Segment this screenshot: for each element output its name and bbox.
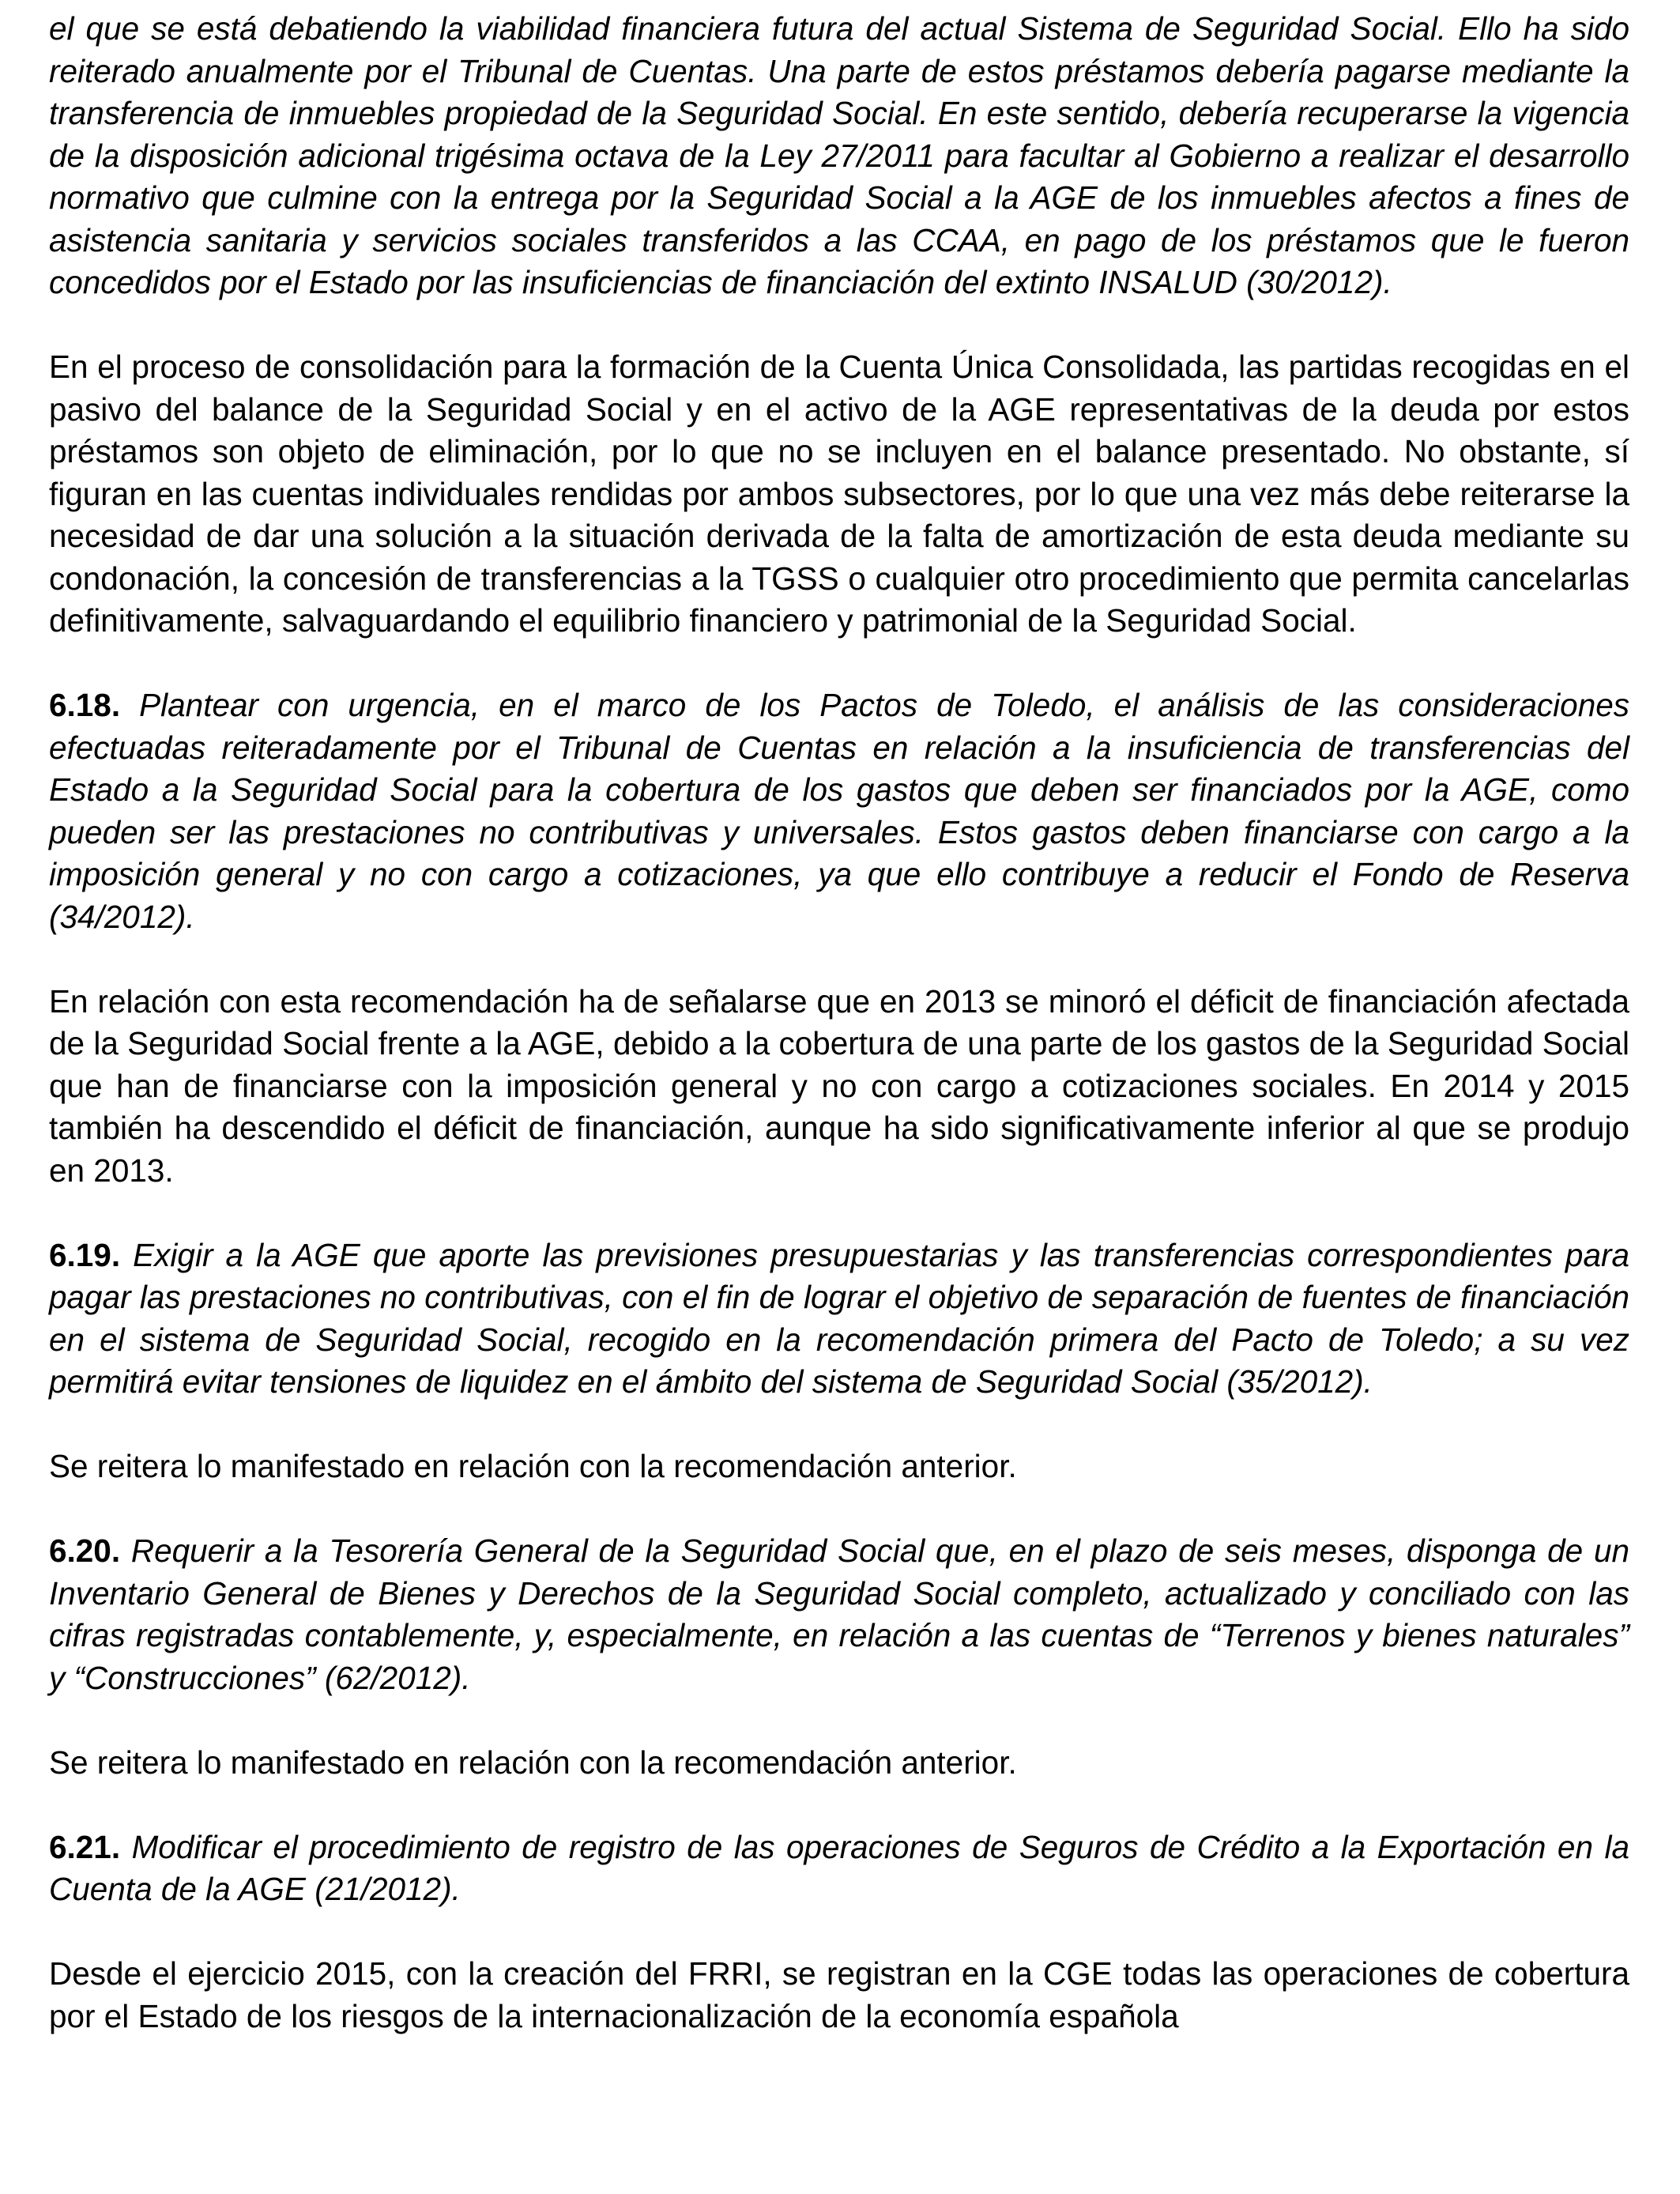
recommendation-text: Exigir a la AGE que aporte las previsiones presupuestarias y las transferencias correspondientes para pagar las prestaciones no contributivas, con el fin de lograr el objetivo de separación de fuentes de financiación en el sistema de Seguridad Social, recogido en la recomendación primera del Pacto de Toledo; a su vez permitirá evitar tensiones de liquidez en el ámbito del sistema de Seguridad Social (35/2012). [49,1236,1629,1400]
recommendation-6-21 [49,1826,1629,1911]
recommendation-6-20 [49,1530,1629,1699]
recommendation-6-19 [49,1235,1629,1404]
recommendation-text: Plantear con urgencia, en el marco de los Pactos de Toledo, el análisis de las consideraciones efectuadas reiteradamente por el Tribunal de Cuentas en relación a la insuficiencia de transferencias del Estado a la Seguridad Social para la cobertura de los gastos que deben ser financiados por la AGE, como pueden ser las prestaciones no contributivas y universales. Estos gastos deben financiarse con cargo a la imposición general y no con cargo a cotizaciones, ya que ello contribuye a reducir el Fondo de Reserva (34/2012). [49,687,1629,935]
paragraph-response-6-18: En relación con esta recomendación ha de señalarse que en 2013 se minoró el déficit de financiación afectada de la Seguridad Social frente a la AGE, debido a la cobertura de una parte de los gastos de la Seguridad Social que han de financiarse con la imposición general y no con cargo a cotizaciones sociales. En 2014 y 2015 también ha descendido el déficit de financiación, aunque ha sido significativamente inferior al que se produjo en 2013. [49,982,1629,1189]
recommendation-number: 6.18. [49,687,121,723]
paragraph-response-6-21: Desde el ejercicio 2015, con la creación del FRRI, se registran en la CGE todas las operaciones de cobertura por el Estado de los riesgos de la internacionalización de la economía española [49,1955,1629,2034]
paragraph-response-6-20: Se reitera lo manifestado en relación con la recomendación anterior. [49,1744,1017,1781]
recommendation-number: 6.21. [49,1828,121,1865]
paragraph-insalud-loans: el que se está debatiendo la viabilidad financiera futura del actual Sistema de Seguridad Social. Ello ha sido reiterado anualmente por el Tribunal de Cuentas. Una parte de estos préstamos debería pagarse mediante la transferencia de inmuebles propiedad de la Seguridad Social. En este sentido, debería recuperarse la vigencia de la disposición adicional trigésima octava de la Ley 27/2011 para facultar al Gobierno a realizar el desarrollo normativo que culmine con la entrega por la Seguridad Social a la AGE de los inmuebles afectos a fines de asistencia sanitaria y servicios sociales transferidos a las CCAA, en pago de los préstamos que le fueron concedidos por el Estado por las insuficiencias de financiación del extinto INSALUD (30/2012). [49,10,1629,300]
recommendation-number: 6.19. [49,1236,121,1273]
document-page [49,8,1629,2080]
paragraph-response-6-19: Se reitera lo manifestado en relación con la recomendación anterior. [49,1448,1017,1484]
recommendation-text: Requerir a la Tesorería General de la Seguridad Social que, en el plazo de seis meses, disponga de un Inventario General de Bienes y Derechos de la Seguridad Social completo, actualizado y conciliado con las cifras registradas contablemente, y, especialmente, en relación a las cuentas de “Terrenos y bienes naturales” y “Construcciones” (62/2012). [49,1532,1629,1696]
recommendation-number: 6.20. [49,1532,121,1569]
recommendation-text: Modificar el procedimiento de registro de las operaciones de Seguros de Crédito a la Exportación en la Cuenta de la AGE (21/2012). [49,1828,1629,1907]
paragraph-consolidation: En el proceso de consolidación para la formación de la Cuenta Única Consolidada, las partidas recogidas en el pasivo del balance de la Seguridad Social y en el activo de la AGE representativas de la deuda por estos préstamos son objeto de eliminación, por lo que no se incluyen en el balance presentado. No obstante, sí figuran en las cuentas individuales rendidas por ambos subsectores, por lo que una vez más debe reiterarse la necesidad de dar una solución a la situación derivada de la falta de amortización de esta deuda mediante su condonación, la concesión de transferencias a la TGSS o cualquier otro procedimiento que permita cancelarlas definitivamente, salvaguardando el equilibrio financiero y patrimonial de la Seguridad Social. [49,349,1629,639]
recommendation-6-18 [49,684,1629,938]
